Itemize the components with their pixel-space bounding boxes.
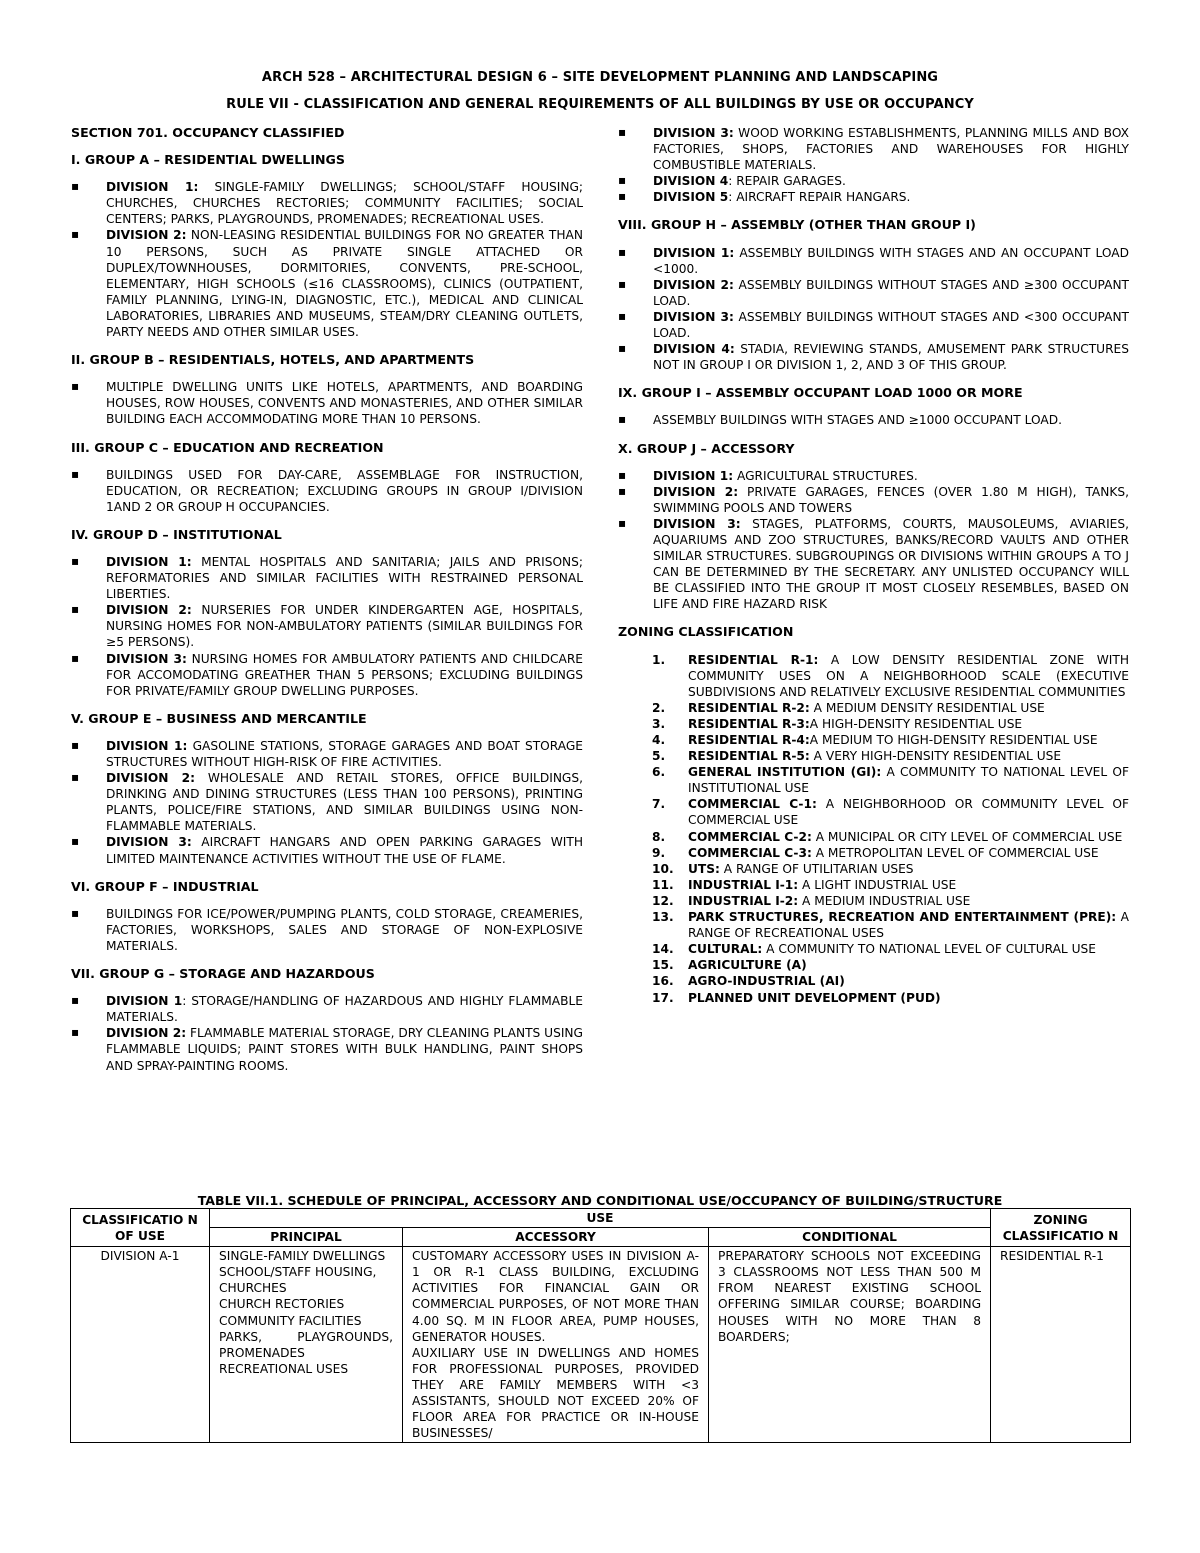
document-subtitle: RULE VII - CLASSIFICATION AND GENERAL REQUIREMENTS OF ALL BUILDINGS BY USE OR OCCUPANCY bbox=[226, 97, 974, 112]
header-conditional: CONDITIONAL bbox=[709, 1228, 991, 1247]
item-number: 16. bbox=[652, 974, 674, 989]
zoning-text: A MEDIUM INDUSTRIAL USE bbox=[798, 893, 971, 908]
principal-line: RECREATIONAL USES bbox=[219, 1361, 349, 1376]
item-number: 7. bbox=[652, 797, 666, 812]
zoning-item bbox=[618, 877, 1129, 893]
zoning-text: A MEDIUM TO HIGH-DENSITY RESIDENTIAL USE bbox=[809, 733, 1098, 747]
zoning-item bbox=[618, 893, 1129, 909]
table-header-row bbox=[71, 1209, 1131, 1228]
division-text: SINGLE-FAMILY DWELLINGS; SCHOOL/STAFF HOUSING; CHURCHES, CHURCHES RECTORIES; COMMUNITY FACILITIES; SOCIAL CENTERS; PARKS, PLAYGROUNDS, PROMENADES; RECREATIONAL USES. bbox=[106, 180, 584, 227]
division-label: DIVISION 1: bbox=[653, 468, 734, 483]
group-j-list bbox=[618, 468, 1129, 613]
cell-zoning: RESIDENTIAL R-1 bbox=[991, 1247, 1131, 1443]
list-item bbox=[618, 245, 1129, 277]
group-a-list bbox=[71, 179, 583, 340]
group-b-list bbox=[71, 379, 583, 427]
principal-line: COMMUNITY FACILITIES bbox=[219, 1313, 362, 1328]
zoning-item bbox=[618, 700, 1129, 716]
division-label: DIVISION 1: bbox=[653, 245, 735, 260]
zoning-label: RESIDENTIAL R-2: bbox=[688, 700, 810, 715]
accessory-paragraph: CUSTOMARY ACCESSORY USES IN DIVISION A-1 OR R-1 CLASS BUILDING, EXCLUDING ACTIVITIES FOR FINANCIAL GAIN OR COMMERCIAL PURPOSES, OF NOT MORE THAN 4.00 SQ. M IN FLOOR AREA, PUMP HOUSES, GENERATOR HOUSES. bbox=[412, 1249, 699, 1344]
group-g-list-continued bbox=[618, 125, 1129, 205]
zoning-label: COMMERCIAL C-3: bbox=[688, 845, 812, 860]
item-number: 13. bbox=[652, 910, 674, 925]
item-text: BUILDINGS FOR ICE/POWER/PUMPING PLANTS, COLD STORAGE, CREAMERIES, FACTORIES, WORKSHOPS, SALES AND STORAGE OF NON-EXPLOSIVE MATERIALS. bbox=[106, 906, 583, 953]
group-d-heading: IV. GROUP D – INSTITUTIONAL bbox=[71, 526, 282, 542]
item-number: 17. bbox=[652, 990, 674, 1005]
principal-line: SCHOOL/STAFF HOUSING, bbox=[219, 1265, 377, 1280]
division-label: DIVISION 3: bbox=[653, 516, 741, 531]
division-text: : STORAGE/HANDLING OF HAZARDOUS AND HIGHLY FLAMMABLE MATERIALS. bbox=[106, 994, 583, 1025]
zoning-text: A METROPOLITAN LEVEL OF COMMERCIAL USE bbox=[811, 845, 1099, 860]
zoning-item bbox=[618, 957, 1129, 973]
principal-line: CHURCHES bbox=[219, 1281, 287, 1296]
item-number: 3. bbox=[652, 716, 666, 731]
list-item bbox=[71, 379, 583, 427]
zoning-label: RESIDENTIAL R-1: bbox=[688, 652, 819, 667]
list-item bbox=[618, 468, 1129, 484]
list-item bbox=[618, 277, 1129, 309]
group-h-list bbox=[618, 245, 1129, 374]
zoning-label: CULTURAL: bbox=[688, 942, 763, 957]
header-zoning: ZONING CLASSIFICATIO N bbox=[991, 1209, 1131, 1247]
header-use: USE bbox=[210, 1209, 991, 1228]
document-title: ARCH 528 – ARCHITECTURAL DESIGN 6 – SITE DEVELOPMENT PLANNING AND LANDSCAPING bbox=[261, 70, 939, 85]
zoning-label: RESIDENTIAL R-5: bbox=[688, 749, 810, 764]
list-item bbox=[618, 412, 1129, 428]
item-text: MULTIPLE DWELLING UNITS LIKE HOTELS, APARTMENTS, AND BOARDING HOUSES, ROW HOUSES, CONVENTS AND MONASTERIES, AND OTHER SIMILAR BUILDING EACH ACCOMMODATING MORE THAN 10 PERSONS. bbox=[106, 380, 583, 427]
division-label: DIVISION 3: bbox=[106, 835, 192, 850]
list-item bbox=[71, 179, 583, 227]
group-h-heading: VIII. GROUP H – ASSEMBLY (OTHER THAN GROUP I) bbox=[618, 217, 976, 233]
table-row bbox=[71, 1247, 1131, 1443]
zoning-list bbox=[618, 652, 1129, 1006]
division-text: MENTAL HOSPITALS AND SANITARIA; JAILS AND PRISONS; REFORMATORIES AND SIMILAR FACILITIES WITH RESTRAINED PERSONAL LIBERTIES. bbox=[106, 554, 583, 602]
section-title: SECTION 701. OCCUPANCY CLASSIFIED bbox=[71, 125, 345, 140]
principal-line: SINGLE-FAMILY DWELLINGS bbox=[219, 1249, 386, 1264]
zoning-label: AGRO-INDUSTRIAL (AI) bbox=[688, 974, 845, 989]
zoning-text: A MEDIUM DENSITY RESIDENTIAL USE bbox=[809, 700, 1045, 715]
item-number: 10. bbox=[652, 861, 674, 876]
division-label: DIVISION 1 bbox=[106, 994, 183, 1009]
zoning-item bbox=[618, 909, 1129, 941]
cell-accessory bbox=[403, 1247, 709, 1443]
zoning-label: COMMERCIAL C-2: bbox=[688, 829, 812, 844]
division-text: : REPAIR GARAGES. bbox=[728, 174, 846, 189]
item-number: 8. bbox=[652, 829, 666, 844]
division-text: AIRCRAFT HANGARS AND OPEN PARKING GARAGES WITH LIMITED MAINTENANCE ACTIVITIES WITHOUT THE USE OF FLAME. bbox=[106, 835, 583, 866]
header-principal: PRINCIPAL bbox=[210, 1228, 403, 1247]
zoning-item bbox=[618, 748, 1129, 764]
division-text: NON-LEASING RESIDENTIAL BUILDINGS FOR NO GREATER THAN 10 PERSONS, SUCH AS PRIVATE SINGLE ATTACHED OR DUPLEX/TOWNHOUSES, DORMITORIES, CONVENTS, PRE-SCHOOL, ELEMENTARY, HIGH SCHOOLS (≤16 CLASSROOMS), CLINICS (OUTPATIENT, FAMILY PLANNING, LYING-IN, DIAGNOSTIC, ETC.), MEDICAL AND CLINICAL LABORATORIES, LIBRARIES AND MUSEUMS, STEAM/DRY CLEANING OUTLETS, PARTY NEEDS AND OTHER SIMILAR USES. bbox=[106, 228, 583, 340]
table-caption: TABLE VII.1. SCHEDULE OF PRINCIPAL, ACCESSORY AND CONDITIONAL USE/OCCUPANCY OF BUILDING/STRUCTURE bbox=[197, 1193, 1003, 1208]
division-text: NURSING HOMES FOR AMBULATORY PATIENTS AND CHILDCARE FOR ACCOMODATING GREATHER THAN 5 PERSONS; EXCLUDING BUILDINGS FOR PRIVATE/FAMILY GROUP DWELLING PURPOSES. bbox=[106, 651, 583, 698]
group-i-list bbox=[618, 412, 1129, 428]
division-text: NURSERIES FOR UNDER KINDERGARTEN AGE, HOSPITALS, NURSING HOMES FOR NON-AMBULATORY PATIENTS (SIMILAR BUILDINGS FOR ≥5 PERSONS). bbox=[106, 603, 584, 650]
table-subheader-row bbox=[71, 1228, 1131, 1247]
zoning-text: A MUNICIPAL OR CITY LEVEL OF COMMERCIAL USE bbox=[811, 829, 1123, 844]
division-label: DIVISION 1: bbox=[106, 738, 188, 753]
zoning-label: AGRICULTURE (A) bbox=[688, 958, 807, 973]
zoning-text: A LIGHT INDUSTRIAL USE bbox=[798, 877, 957, 892]
division-label: DIVISION 4 bbox=[653, 174, 729, 189]
list-item bbox=[71, 602, 583, 650]
item-number: 12. bbox=[652, 893, 674, 908]
list-item bbox=[71, 993, 583, 1025]
division-text: : AIRCRAFT REPAIR HANGARS. bbox=[728, 190, 911, 205]
division-text: PRIVATE GARAGES, FENCES (OVER 1.80 M HIGH), TANKS, SWIMMING POOLS AND TOWERS bbox=[653, 484, 1129, 515]
zoning-item bbox=[618, 796, 1129, 828]
zoning-item bbox=[618, 973, 1129, 989]
zoning-item bbox=[618, 652, 1129, 700]
list-item bbox=[618, 516, 1129, 613]
division-label: DIVISION 2: bbox=[106, 603, 192, 618]
group-f-heading: VI. GROUP F – INDUSTRIAL bbox=[71, 878, 259, 894]
division-label: DIVISION 5 bbox=[653, 190, 729, 205]
group-g-heading: VII. GROUP G – STORAGE AND HAZARDOUS bbox=[71, 966, 375, 982]
cell-classification: DIVISION A-1 bbox=[71, 1247, 210, 1443]
division-text: AGRICULTURAL STRUCTURES. bbox=[733, 468, 918, 483]
division-label: DIVISION 1: bbox=[106, 180, 199, 195]
item-number: 1. bbox=[652, 652, 666, 667]
division-label: DIVISION 2: bbox=[653, 484, 739, 499]
zoning-text: A RANGE OF UTILITARIAN USES bbox=[719, 861, 914, 876]
zoning-label: PARK STRUCTURES, RECREATION AND ENTERTAINMENT (PRE): bbox=[688, 910, 1117, 925]
zoning-heading: ZONING CLASSIFICATION bbox=[618, 624, 794, 640]
cell-principal bbox=[210, 1247, 403, 1443]
item-number: 14. bbox=[652, 942, 674, 957]
group-c-heading: III. GROUP C – EDUCATION AND RECREATION bbox=[71, 439, 384, 455]
header-classification: CLASSIFICATIO N OF USE bbox=[71, 1209, 210, 1247]
list-item bbox=[618, 189, 1129, 205]
list-item bbox=[618, 309, 1129, 341]
schedule-table bbox=[70, 1208, 1131, 1443]
zoning-item bbox=[618, 845, 1129, 861]
division-label: DIVISION 2: bbox=[106, 771, 196, 786]
zoning-label: UTS: bbox=[688, 861, 720, 876]
group-e-list bbox=[71, 738, 583, 867]
left-column bbox=[71, 125, 583, 1086]
item-number: 6. bbox=[652, 765, 666, 780]
zoning-text: A COMMUNITY TO NATIONAL LEVEL OF INSTITUTIONAL USE bbox=[688, 765, 1129, 796]
division-label: DIVISION 1: bbox=[106, 554, 192, 569]
zoning-text: A NEIGHBORHOOD OR COMMUNITY LEVEL OF COMMERCIAL USE bbox=[688, 797, 1129, 828]
division-text: FLAMMABLE MATERIAL STORAGE, DRY CLEANING PLANTS USING FLAMMABLE LIQUIDS; PAINT STORES WITH BULK HANDLING, PAINT SHOPS AND SPRAY-PAINTING ROOMS. bbox=[106, 1026, 583, 1073]
cell-conditional: PREPARATORY SCHOOLS NOT EXCEEDING 3 CLASSROOMS NOT LESS THAN 500 M FROM NEAREST EXISTING SCHOOL OFFERING SIMILAR COURSE; BOARDING HOUSES WITH NO MORE THAN 8 BOARDERS; bbox=[709, 1247, 991, 1443]
right-column bbox=[618, 125, 1129, 1006]
list-item bbox=[71, 467, 583, 515]
zoning-label: INDUSTRIAL I-2: bbox=[688, 893, 799, 908]
group-i-heading: IX. GROUP I – ASSEMBLY OCCUPANT LOAD 1000 OR MORE bbox=[618, 385, 1023, 401]
group-f-list bbox=[71, 906, 583, 954]
group-c-list bbox=[71, 467, 583, 515]
division-label: DIVISION 2: bbox=[106, 1026, 187, 1041]
principal-line: PARKS, PLAYGROUNDS, PROMENADES bbox=[219, 1329, 393, 1360]
division-label: DIVISION 3: bbox=[653, 126, 734, 140]
principal-line: CHURCH RECTORIES bbox=[219, 1297, 345, 1312]
division-label: DIVISION 2: bbox=[106, 228, 187, 243]
item-text: ASSEMBLY BUILDINGS WITH STAGES AND ≥1000 OCCUPANT LOAD. bbox=[653, 413, 1062, 428]
zoning-label: RESIDENTIAL R-4: bbox=[688, 733, 810, 747]
header-accessory: ACCESSORY bbox=[403, 1228, 709, 1247]
zoning-item bbox=[618, 829, 1129, 845]
zoning-item bbox=[618, 990, 1129, 1006]
item-number: 4. bbox=[652, 733, 666, 747]
item-number: 11. bbox=[652, 877, 674, 892]
zoning-text: A HIGH-DENSITY RESIDENTIAL USE bbox=[809, 716, 1023, 731]
division-text: STADIA, REVIEWING STANDS, AMUSEMENT PARK STRUCTURES NOT IN GROUP I OR DIVISION 1, 2, AND 3 OF THIS GROUP. bbox=[653, 342, 1129, 373]
list-item bbox=[71, 651, 583, 699]
group-b-heading: II. GROUP B – RESIDENTIALS, HOTELS, AND APARTMENTS bbox=[71, 352, 475, 368]
group-d-list bbox=[71, 554, 583, 699]
division-label: DIVISION 3: bbox=[106, 651, 187, 666]
zoning-label: INDUSTRIAL I-1: bbox=[688, 877, 799, 892]
list-item bbox=[618, 173, 1129, 189]
zoning-text: A LOW DENSITY RESIDENTIAL ZONE WITH COMMUNITY USES ON A NEIGHBORHOOD SCALE (EXECUTIVE SUBDIVISIONS AND RELATIVELY EXCLUSIVE RESIDENTIAL COMMUNITIES bbox=[688, 652, 1129, 699]
zoning-label: COMMERCIAL C-1: bbox=[688, 797, 817, 812]
list-item bbox=[71, 770, 583, 834]
item-number: 5. bbox=[652, 749, 666, 764]
zoning-text: A RANGE OF RECREATIONAL USES bbox=[688, 910, 1129, 941]
list-item bbox=[71, 738, 583, 770]
group-g-list bbox=[71, 993, 583, 1073]
zoning-item bbox=[618, 861, 1129, 877]
list-item bbox=[71, 1025, 583, 1073]
zoning-label: PLANNED UNIT DEVELOPMENT (PUD) bbox=[688, 990, 941, 1005]
zoning-item bbox=[618, 764, 1129, 796]
item-number: 2. bbox=[652, 700, 666, 715]
division-text: ASSEMBLY BUILDINGS WITHOUT STAGES AND ≥300 OCCUPANT LOAD. bbox=[653, 277, 1130, 308]
division-label: DIVISION 4: bbox=[653, 342, 735, 357]
division-text: WHOLESALE AND RETAIL STORES, OFFICE BUILDINGS, DRINKING AND DINING STRUCTURES (LESS THAN 100 PERSONS), PRINTING PLANTS, POLICE/FIRE STATIONS, AND SIMILAR BUILDINGS USING NON-FLAMMABLE MATERIALS. bbox=[106, 771, 583, 834]
group-e-heading: V. GROUP E – BUSINESS AND MERCANTILE bbox=[71, 710, 367, 726]
zoning-text: A COMMUNITY TO NATIONAL LEVEL OF CULTURAL USE bbox=[762, 942, 1096, 957]
accessory-paragraph: AUXILIARY USE IN DWELLINGS AND HOMES FOR PROFESSIONAL PURPOSES, PROVIDED THEY ARE FAMILY MEMBERS WITH <3 ASSISTANTS, SHOULD NOT EXCEED 20% OF FLOOR AREA FOR PRACTICE OR IN-HOUSE BUSINESSES/ bbox=[412, 1345, 699, 1441]
zoning-label: GENERAL INSTITUTION (GI): bbox=[688, 765, 882, 780]
list-item bbox=[71, 554, 583, 602]
division-text: ASSEMBLY BUILDINGS WITHOUT STAGES AND <300 OCCUPANT LOAD. bbox=[653, 309, 1130, 341]
zoning-item bbox=[618, 716, 1129, 732]
item-number: 9. bbox=[652, 845, 666, 860]
list-item bbox=[618, 341, 1129, 373]
division-label: DIVISION 3: bbox=[653, 309, 734, 324]
group-a-heading: I. GROUP A – RESIDENTIAL DWELLINGS bbox=[71, 152, 345, 168]
list-item bbox=[618, 125, 1129, 173]
division-label: DIVISION 2: bbox=[653, 277, 734, 292]
zoning-label: RESIDENTIAL R-3: bbox=[688, 716, 810, 731]
division-text: STAGES, PLATFORMS, COURTS, MAUSOLEUMS, AVIARIES, AQUARIUMS AND ZOO STRUCTURES, BANKS/RECORD VAULTS AND OTHER SIMILAR STRUCTURES. SUBGROUPINGS OR DIVISIONS WITHIN GROUPS A TO J CAN BE DETERMINED BY THE SECRETARY. ANY UNLISTED OCCUPANCY WILL BE CLASSIFIED INTO THE GROUP IT MOST CLOSELY RESEMBLES, BASED ON LIFE AND FIRE HAZARD RISK bbox=[653, 516, 1129, 612]
zoning-item bbox=[618, 941, 1129, 957]
zoning-text: A VERY HIGH-DENSITY RESIDENTIAL USE bbox=[809, 749, 1062, 764]
division-text: GASOLINE STATIONS, STORAGE GARAGES AND BOAT STORAGE STRUCTURES WITHOUT HIGH-RISK OF FIRE ACTIVITIES. bbox=[106, 738, 583, 769]
division-text: ASSEMBLY BUILDINGS WITH STAGES AND AN OCCUPANT LOAD <1000. bbox=[653, 245, 1129, 276]
division-text: WOOD WORKING ESTABLISHMENTS, PLANNING MILLS AND BOX FACTORIES, SHOPS, FACTORIES AND WAREHOUSES FOR HIGHLY COMBUSTIBLE MATERIALS. bbox=[653, 126, 1129, 173]
list-item bbox=[71, 906, 583, 954]
list-item bbox=[71, 834, 583, 866]
list-item bbox=[71, 227, 583, 340]
list-item bbox=[618, 484, 1129, 516]
zoning-item bbox=[618, 732, 1129, 748]
item-text: BUILDINGS USED FOR DAY-CARE, ASSEMBLAGE FOR INSTRUCTION, EDUCATION, OR RECREATION; EXCLUDING GROUPS IN GROUP I/DIVISION 1AND 2 OR GROUP H OCCUPANCIES. bbox=[106, 467, 583, 514]
item-number: 15. bbox=[652, 958, 674, 973]
group-j-heading: X. GROUP J – ACCESSORY bbox=[618, 440, 795, 456]
